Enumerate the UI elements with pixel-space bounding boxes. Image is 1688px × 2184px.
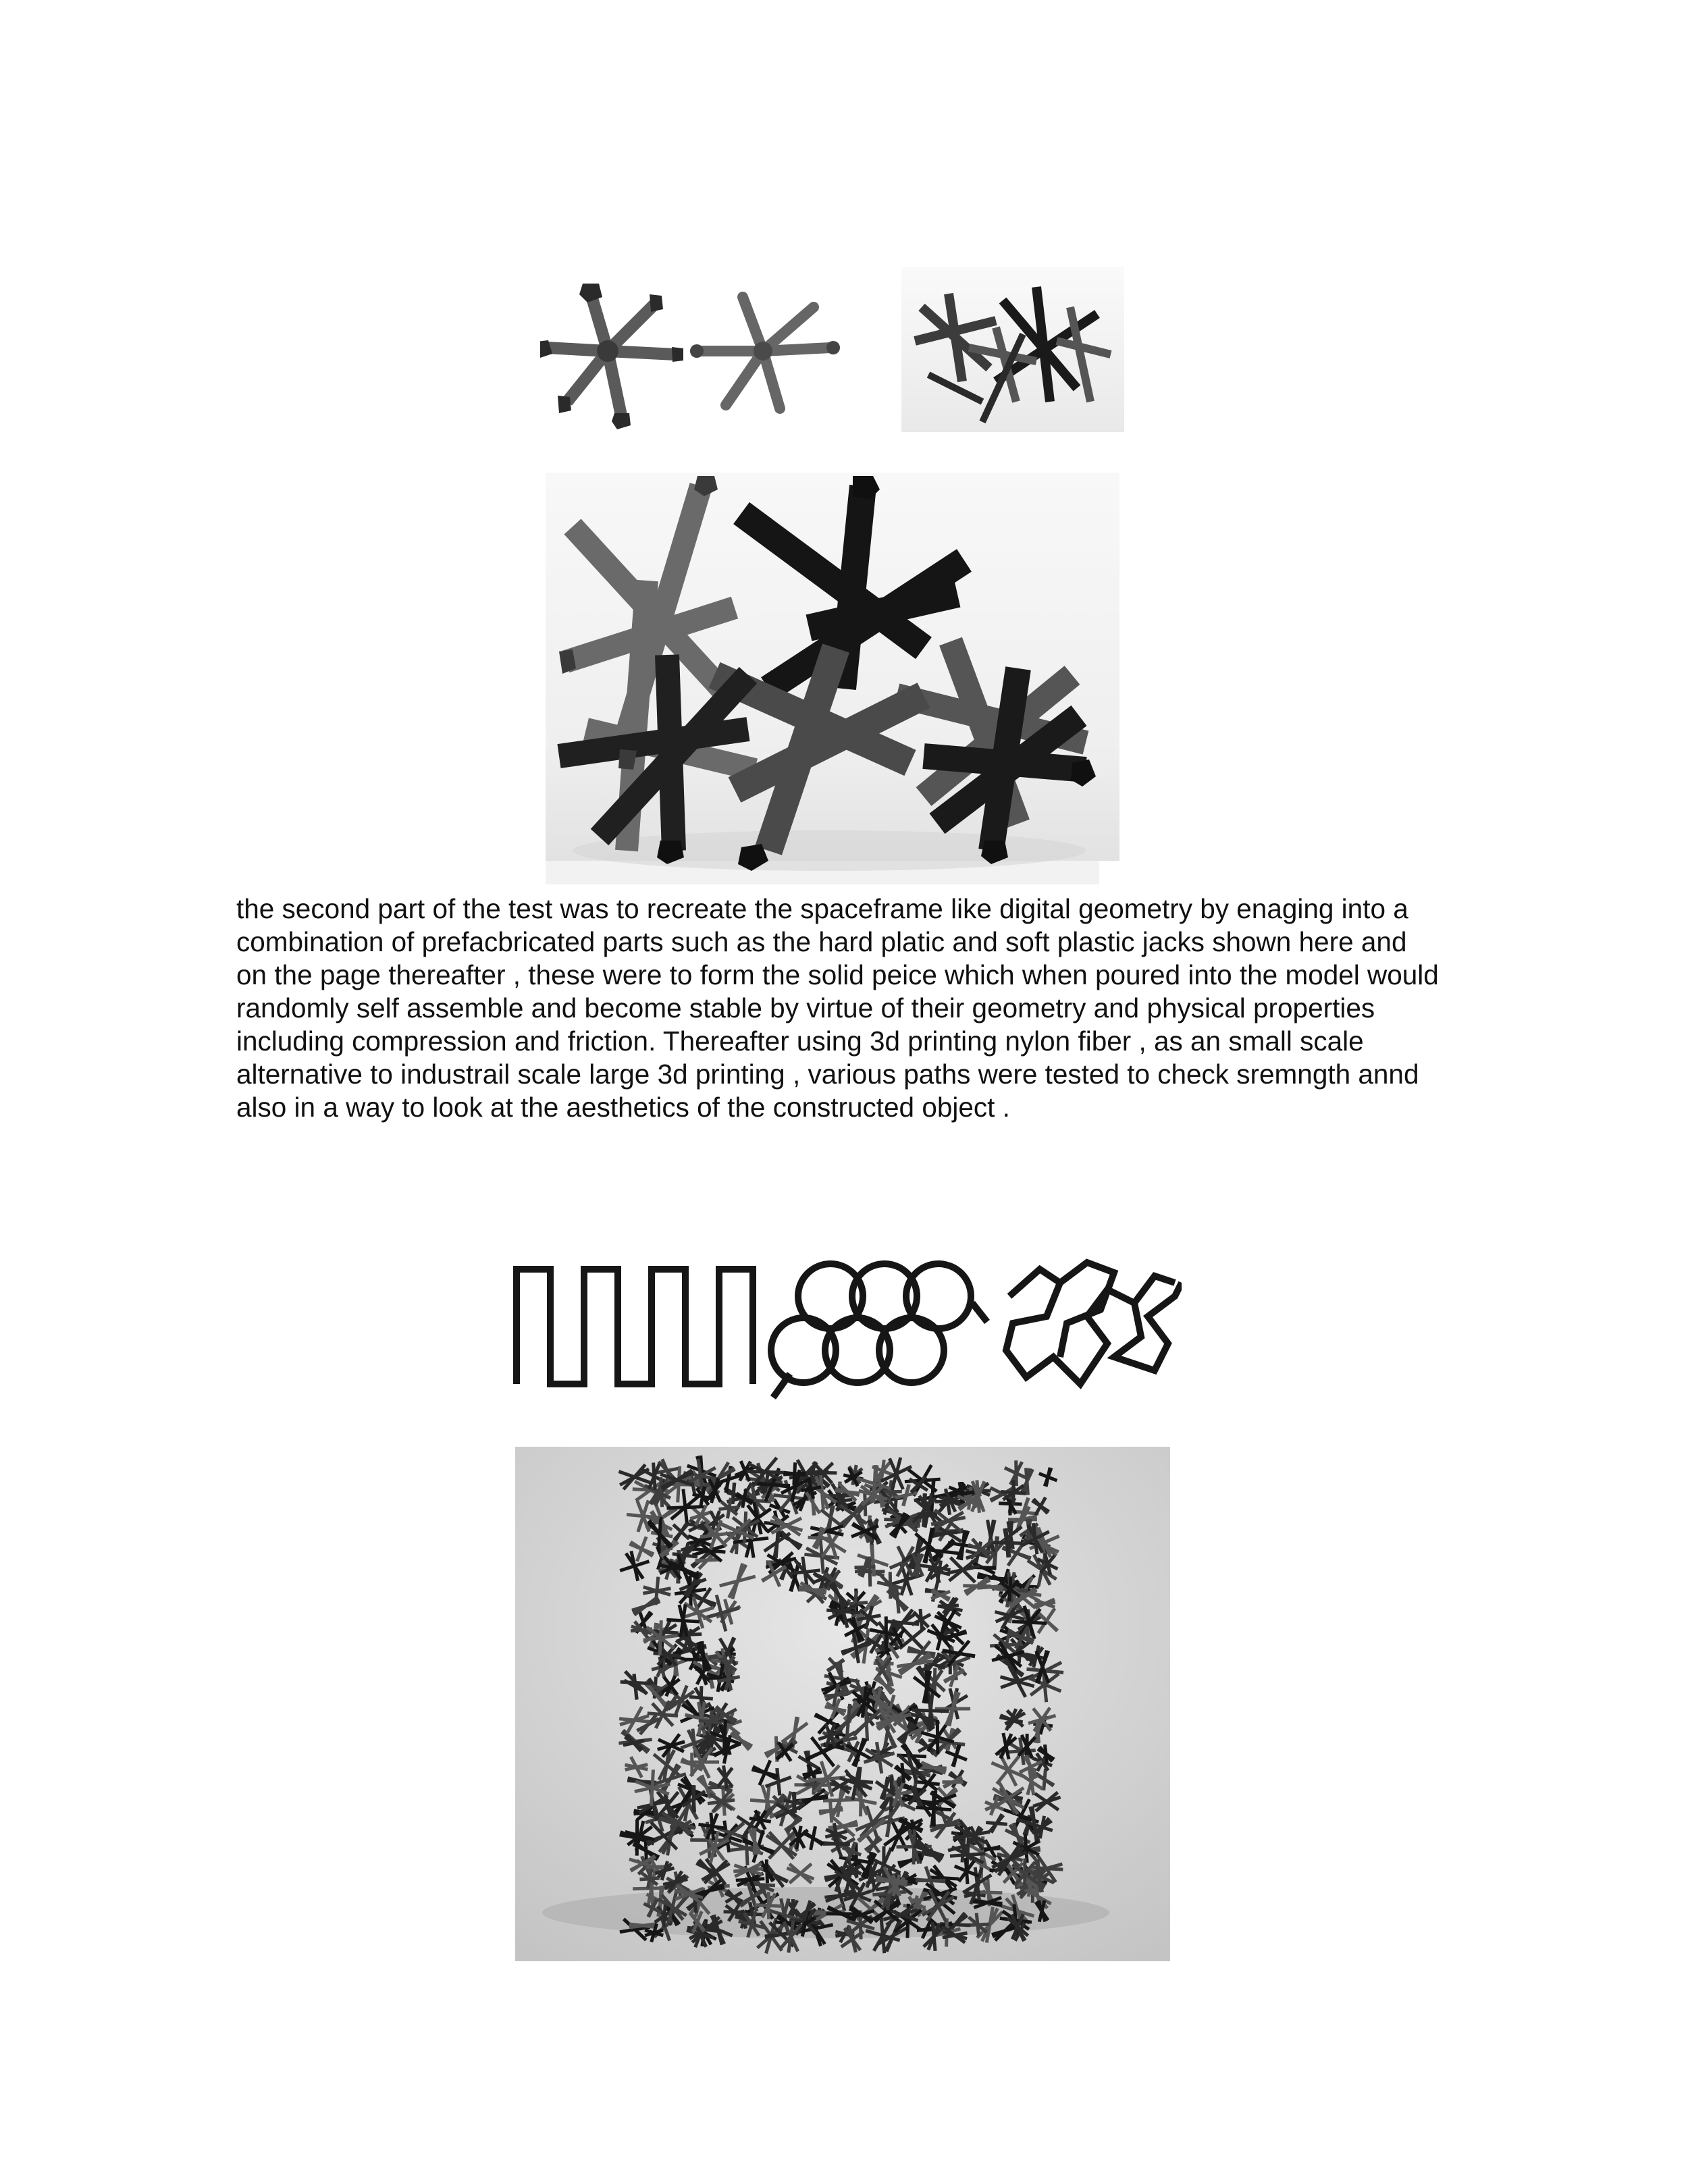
body-paragraph: the second part of the test was to recreate the spaceframe like digital geometry by enaging into a combination of prefacbricated parts such as the hard platic and soft plastic jacks shown here and on the page thereafter , these were to form the solid peice which when poured into the model would randomly self assemble and become stable by virtue of their geometry and physical properties including compression and friction. Thereafter using 3d printing nylon fiber , as an small scale alternative to industrail scale large 3d printing , various paths were tested to check sremngth annd also in a way to look at the aesthetics of the constructed object .: [236, 893, 1439, 1123]
jack-cluster-render-icon: [546, 473, 1119, 884]
hard-plastic-jack-icon: [540, 284, 683, 429]
jacks-row-figure: [540, 263, 1128, 439]
lattice-block-render-icon: [515, 1447, 1170, 1961]
rings-path-icon: [771, 1264, 987, 1397]
jack-cluster-figure: [546, 473, 1133, 884]
jack-pile-icon: [901, 267, 1124, 432]
zigzag-path-icon: [517, 1269, 753, 1384]
print-paths-figure: [506, 1242, 1182, 1404]
lattice-block-figure: [515, 1447, 1170, 1961]
chain-path-icon: [1006, 1262, 1182, 1384]
soft-plastic-jack-icon: [690, 297, 840, 408]
